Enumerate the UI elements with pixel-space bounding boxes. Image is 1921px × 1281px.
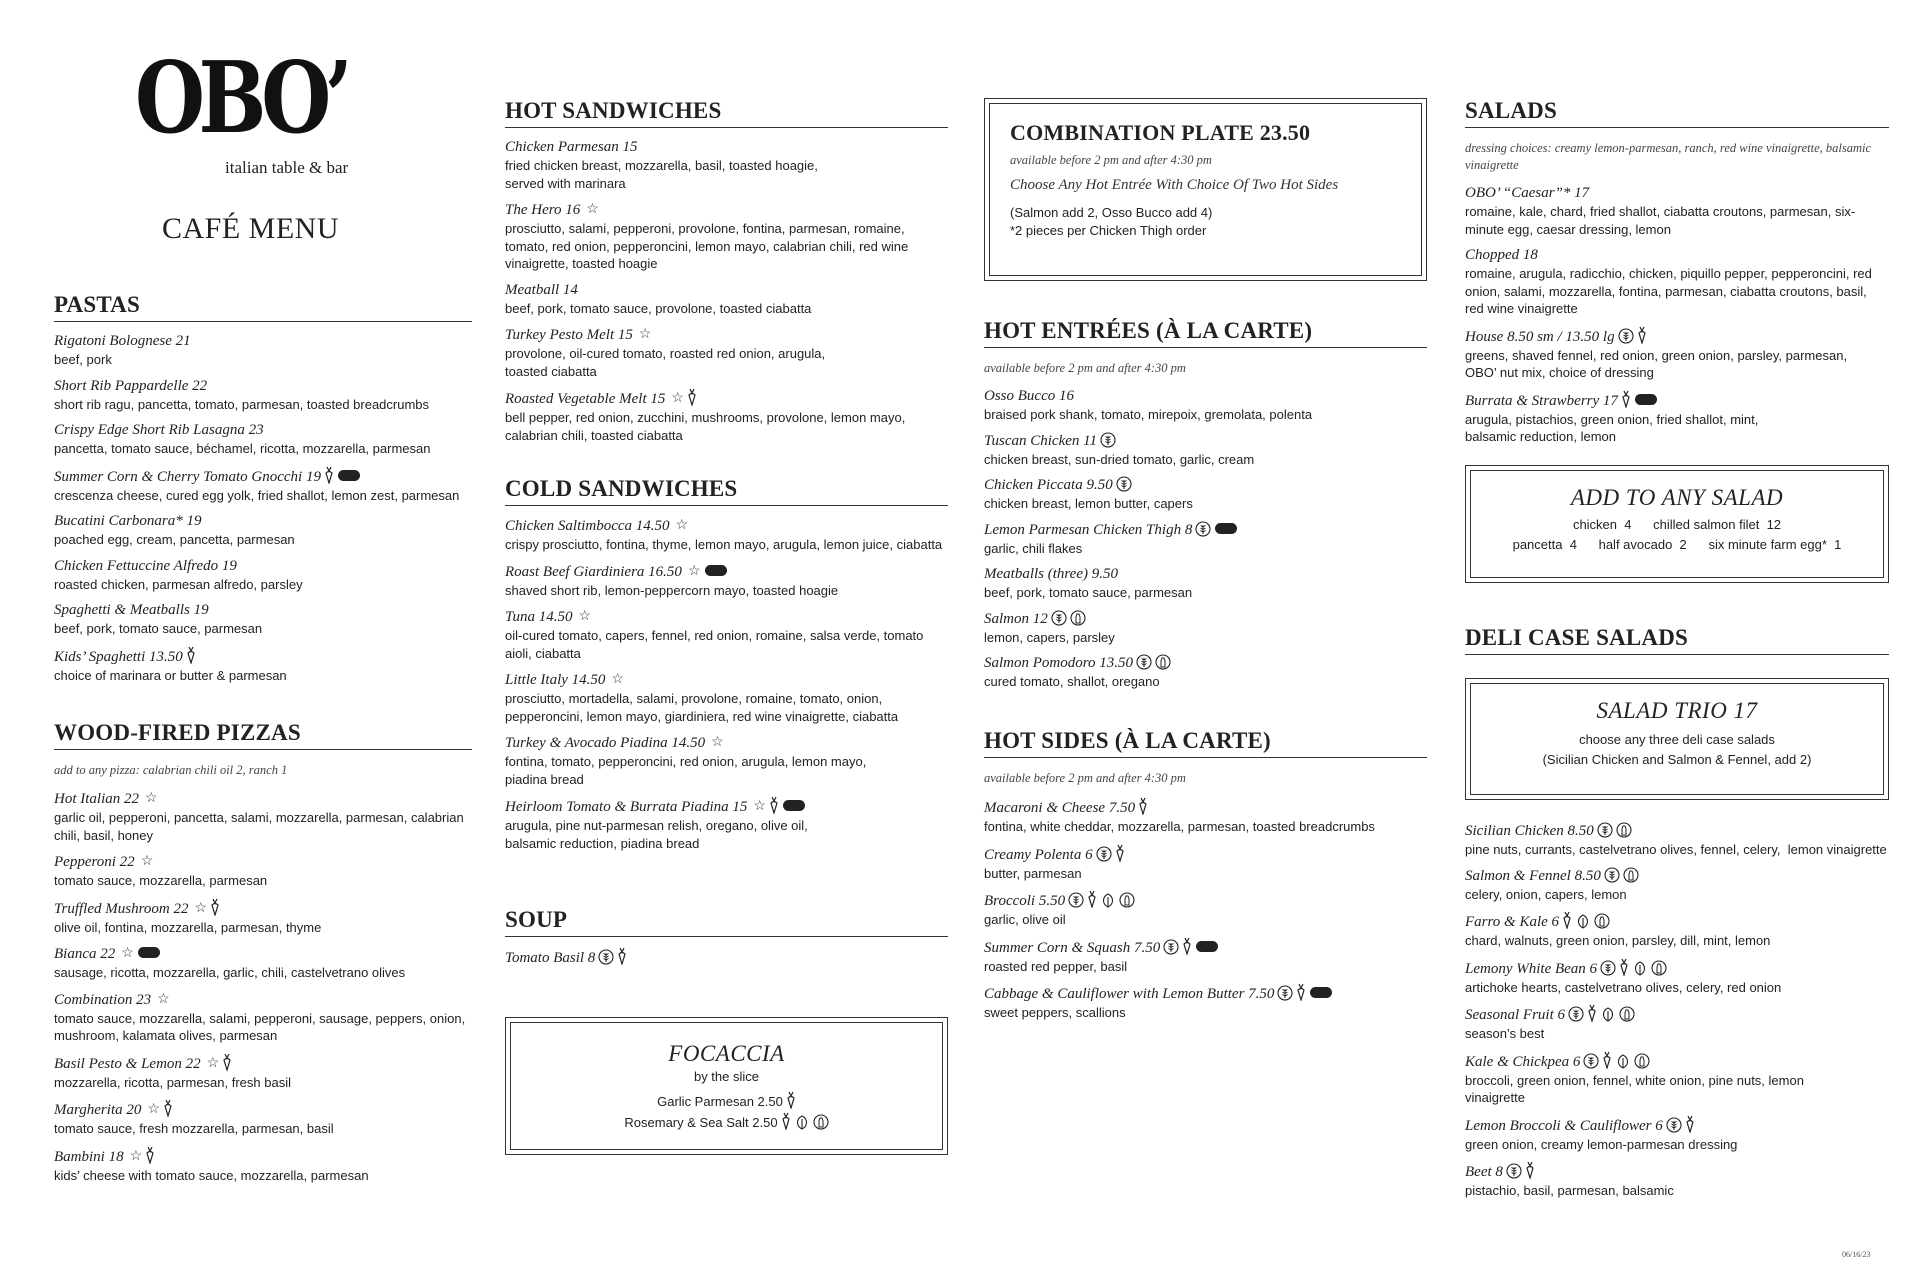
salad-trio-line: choose any three deli case salads <box>1579 732 1775 747</box>
section-pizzas <box>54 720 472 1192</box>
list-item: Salmon 12 lemon, capers, parsley <box>984 610 1115 645</box>
salad-trio-line: (Sicilian Chicken and Salmon & Fennel, add 2) <box>1542 752 1812 767</box>
section-title: WOOD-FIRED PIZZAS <box>54 720 472 750</box>
gluten-free-icon <box>1136 654 1152 670</box>
list-item: Tuscan Chicken 11 chicken breast, sun-dried tomato, garlic, cream <box>984 432 1255 467</box>
vegetarian-icon <box>687 388 697 406</box>
list-item: Bianca 22 ☆ sausage, ricotta, mozzarella, garlic, chili, castelvetrano olives <box>54 946 406 980</box>
list-item: Crispy Edge Short Rib Lasagna 23 pancetta, tomato sauce, béchamel, ricotta, mozzarella, parmesan <box>54 422 431 456</box>
new-badge-icon <box>705 565 727 576</box>
list-item: Rigatoni Bolognese 21 beef, pork <box>54 333 191 367</box>
list-item: Broccoli 5.50 garlic, olive oil <box>984 890 1427 929</box>
section-note: available before 2 pm and after 4:30 pm <box>984 361 1186 375</box>
section-pastas <box>54 292 472 692</box>
list-item: Sicilian Chicken 8.50 pine nuts, currants, castelvetrano olives, fennel, celery, lemon vinaigrette <box>1465 823 1887 857</box>
section-note: add to any pizza: calabrian chili oil 2, ranch 1 <box>54 763 288 777</box>
list-item: Farro & Kale 6 chard, walnuts, green onion, parsley, dill, mint, lemon <box>1465 911 1895 950</box>
list-item: The Hero 16 ☆ prosciutto, salami, pepperoni, provolone, fontina, parmesan, romaine, tomato, red onion, pepperoncini, lemon mayo, calabrian chili, red wine vinaigrette, toasted hoagie <box>505 202 909 271</box>
salad-trio-box <box>1465 678 1889 800</box>
gluten-free-icon <box>1568 1006 1584 1022</box>
vegetarian-icon <box>1562 911 1572 929</box>
list-item: Hot Italian 22 ☆ garlic oil, pepperoni, pancetta, salami, mozzarella, parmesan, calabrian chili, basil, honey <box>54 791 464 843</box>
dairy-free-icon <box>1619 1006 1635 1022</box>
section-title: SALADS <box>1465 98 1889 128</box>
dairy-free-icon <box>1623 867 1639 883</box>
vegetarian-icon <box>222 1053 232 1071</box>
list-item: Lemony White Bean 6 artichoke hearts, castelvetrano olives, celery, red onion <box>1465 958 1895 997</box>
list-item: Turkey & Avocado Piadina 14.50 ☆ fontina, tomato, pepperoncini, red onion, arugula, lemon mayo, piadina bread <box>505 735 867 787</box>
vegetarian-icon <box>1602 1051 1612 1069</box>
section-hot-sandwiches <box>505 98 948 452</box>
gluten-free-icon <box>1597 822 1613 838</box>
star-icon: ☆ <box>157 991 170 1007</box>
star-icon: ☆ <box>578 609 592 624</box>
vegetarian-icon <box>324 466 334 484</box>
new-badge-icon <box>138 947 160 958</box>
list-item: Bucatini Carbonara* 19 poached egg, cream, pancetta, parmesan <box>54 513 295 547</box>
section-title: HOT SANDWICHES <box>505 98 948 128</box>
list-item: Lemon Broccoli & Cauliflower 6 green onion, creamy lemon-parmesan dressing <box>1465 1115 1895 1154</box>
focaccia-line: Garlic Parmesan 2.50 <box>511 1091 942 1112</box>
list-item: Burrata & Strawberry 17 arugula, pistachios, green onion, fried shallot, mint, balsamic reduction, lemon <box>1465 390 1889 446</box>
section-title: SOUP <box>505 907 948 937</box>
vegan-icon <box>1600 1006 1616 1022</box>
dairy-free-icon <box>813 1114 829 1130</box>
vegetarian-icon <box>1619 958 1629 976</box>
list-item: Spaghetti & Meatballs 19 beef, pork, tomato sauce, parmesan <box>54 602 263 636</box>
new-badge-icon <box>1310 987 1332 998</box>
list-item: Tuna 14.50 ☆ oil-cured tomato, capers, fennel, red onion, romaine, salsa verde, tomato aioli, ciabatta <box>505 609 924 661</box>
list-item: Roast Beef Giardiniera 16.50 ☆ shaved short rib, lemon-peppercorn mayo, toasted hoagie <box>505 563 839 598</box>
star-icon: ☆ <box>611 672 624 687</box>
list-item: Basil Pesto & Lemon 22 ☆ mozzarella, ricotta, parmesan, fresh basil <box>54 1053 472 1092</box>
list-item: Bambini 18 ☆ kids’ cheese with tomato sauce, mozzarella, parmesan <box>54 1146 472 1185</box>
vegetarian-icon <box>1685 1115 1695 1133</box>
focaccia-subtitle: by the slice <box>693 1069 760 1084</box>
list-item: Chicken Saltimbocca 14.50 ☆ crispy prosciutto, fontina, thyme, lemon mayo, arugula, lemon juice, ciabatta <box>505 518 943 552</box>
gluten-free-icon <box>1068 892 1084 908</box>
vegetarian-icon <box>786 1091 796 1109</box>
list-item: Chicken Fettuccine Alfredo 19 roasted chicken, parmesan alfredo, parsley <box>54 557 303 592</box>
list-item: Chopped 18 romaine, arugula, radicchio, chicken, piquillo pepper, pepperoncini, red onion, salami, mozzarella, fontina, parmesan, ciabatta croutons, basil, red wine vinaigrette <box>1465 247 1872 316</box>
list-item: Meatball 14 beef, pork, tomato sauce, provolone, toasted ciabatta <box>505 281 812 316</box>
section-deli-salads <box>1465 625 1889 655</box>
focaccia-box <box>505 1017 948 1155</box>
section-title: HOT SIDES (À LA CARTE) <box>984 728 1427 758</box>
add-to-salad-title: ADD TO ANY SALAD <box>1570 485 1784 510</box>
gluten-free-icon <box>1051 610 1067 626</box>
focaccia-line: Rosemary & Sea Salt 2.50 <box>511 1112 942 1133</box>
list-item: Salmon & Fennel 8.50 celery, onion, capers, lemon <box>1465 867 1895 904</box>
dairy-free-icon <box>1616 822 1632 838</box>
list-item: Lemon Parmesan Chicken Thigh 8 garlic, chili flakes <box>984 521 1427 558</box>
list-item: Osso Bucco 16 braised pork shank, tomato, mirepoix, gremolata, polenta <box>984 388 1313 422</box>
logo-subtitle: italian table & bar <box>225 158 349 177</box>
section-hot-entrees <box>984 318 1427 699</box>
gluten-free-icon <box>1096 846 1112 862</box>
deli-salads-list <box>1465 812 1895 1208</box>
star-icon: ☆ <box>711 735 724 750</box>
vegetarian-icon <box>186 646 196 664</box>
dairy-free-icon <box>1119 892 1135 908</box>
vegetarian-icon <box>1296 983 1306 1001</box>
new-badge-icon <box>338 470 360 481</box>
dairy-free-icon <box>1155 654 1171 670</box>
list-item: Short Rib Pappardelle 22 short rib ragu, pancetta, tomato, parmesan, toasted breadcrumbs <box>54 377 430 412</box>
vegetarian-icon <box>617 947 627 965</box>
star-icon: ☆ <box>753 799 766 814</box>
vegetarian-icon <box>1087 890 1097 908</box>
vegetarian-icon <box>1115 844 1125 862</box>
list-item: Chicken Piccata 9.50 chicken breast, lemon butter, capers <box>984 477 1193 511</box>
vegan-icon <box>794 1114 810 1130</box>
salad-trio-title: SALAD TRIO 17 <box>1596 698 1758 723</box>
section-salads <box>1465 98 1889 454</box>
vegetarian-icon <box>1525 1161 1535 1179</box>
section-cold-sandwiches <box>505 476 948 860</box>
combination-plate-box <box>984 98 1427 281</box>
list-item: Salmon Pomodoro 13.50 cured tomato, shallot, oregano <box>984 654 1427 691</box>
star-icon: ☆ <box>206 1055 220 1071</box>
list-item: Summer Corn & Cherry Tomato Gnocchi 19 crescenza cheese, cured egg yolk, fried shallot, lemon zest, parmesan <box>54 466 472 505</box>
gluten-free-icon <box>1604 867 1620 883</box>
vegetarian-icon <box>145 1146 155 1164</box>
vegetarian-icon <box>1587 1004 1597 1022</box>
list-item: Macaroni & Cheese 7.50 fontina, white cheddar, mozzarella, parmesan, toasted breadcrumbs <box>984 797 1427 836</box>
vegetarian-icon <box>163 1099 173 1117</box>
vegetarian-icon <box>781 1112 791 1130</box>
section-note: dressing choices: creamy lemon-parmesan, ranch, red wine vinaigrette, balsamic vinaigrette <box>1465 141 1872 172</box>
focaccia-title: FOCACCIA <box>668 1041 785 1066</box>
gluten-free-icon <box>1618 328 1634 344</box>
list-item: Margherita 20 ☆ tomato sauce, fresh mozzarella, parmesan, basil <box>54 1099 472 1138</box>
list-item: Little Italy 14.50 ☆ prosciutto, mortadella, salami, provolone, romaine, tomato, onion, pepperoncini, lemon mayo, giardiniera, red wine vinaigrette, ciabatta <box>505 672 899 724</box>
dairy-free-icon <box>1070 610 1086 626</box>
combination-note: available before 2 pm and after 4:30 pm <box>1010 153 1212 167</box>
star-icon: ☆ <box>687 563 701 579</box>
add-to-salad-box <box>1465 465 1889 583</box>
gluten-free-icon <box>1600 960 1616 976</box>
list-item: House 8.50 sm / 13.50 lg greens, shaved fennel, red onion, green onion, parsley, parmesan, OBO’ nut mix, choice of dressing <box>1465 326 1889 382</box>
list-item: Chicken Parmesan 15 fried chicken breast, mozzarella, basil, toasted hoagie, served with marinara <box>505 139 818 191</box>
star-icon: ☆ <box>145 791 158 806</box>
combination-title: COMBINATION PLATE 23.50 <box>1010 120 1311 145</box>
list-item: Creamy Polenta 6 butter, parmesan <box>984 844 1427 883</box>
section-title: COLD SANDWICHES <box>505 476 948 506</box>
list-item: Truffled Mushroom 22 ☆ olive oil, fontina, mozzarella, parmesan, thyme <box>54 898 472 937</box>
vegan-icon <box>1615 1053 1631 1069</box>
print-date: 06/16/23 <box>1842 1250 1871 1259</box>
vegetarian-icon <box>769 796 779 814</box>
add-to-salad-line: pancetta 4 half avocado 2 six minute farm egg* 1 <box>1512 537 1842 552</box>
gluten-free-icon <box>1195 521 1211 537</box>
dairy-free-icon <box>1594 913 1610 929</box>
section-hot-sides <box>984 728 1427 1030</box>
vegetarian-icon <box>1621 390 1631 408</box>
vegan-icon <box>1575 913 1591 929</box>
gluten-free-icon <box>1506 1163 1522 1179</box>
list-item: Meatballs (three) 9.50 beef, pork, tomato sauce, parmesan <box>984 566 1193 600</box>
list-item: Roasted Vegetable Melt 15 ☆ bell pepper, red onion, zucchini, mushrooms, provolone, lemon mayo, calabrian chili, toasted ciabatta <box>505 388 948 444</box>
section-title: DELI CASE SALADS <box>1465 625 1889 655</box>
vegetarian-icon <box>1138 797 1148 815</box>
section-title: HOT ENTRÉES (À LA CARTE) <box>984 318 1427 348</box>
combination-choose: Choose Any Hot Entrée With Choice Of Two Hot Sides <box>1010 177 1339 193</box>
new-badge-icon <box>1215 523 1237 534</box>
list-item: Kids’ Spaghetti 13.50 choice of marinara or butter & parmesan <box>54 646 472 685</box>
vegan-icon <box>1632 960 1648 976</box>
dairy-free-icon <box>1634 1053 1650 1069</box>
star-icon: ☆ <box>121 946 134 961</box>
logo-wordmark: OBO’ <box>135 41 347 156</box>
list-item: Beet 8 pistachio, basil, parmesan, balsamic <box>1465 1161 1895 1200</box>
logo <box>135 41 365 177</box>
list-item: Turkey Pesto Melt 15 ☆ provolone, oil-cured tomato, roasted red onion, arugula, toasted ciabatta <box>505 327 826 379</box>
section-note: available before 2 pm and after 4:30 pm <box>984 771 1186 785</box>
combination-line: *2 pieces per Chicken Thigh order <box>1010 222 1207 238</box>
list-item: Heirloom Tomato & Burrata Piadina 15 ☆ arugula, pine nut-parmesan relish, oregano, olive oil, balsamic reduction, piadina bread <box>505 796 948 852</box>
gluten-free-icon <box>1163 939 1179 955</box>
section-title: PASTAS <box>54 292 472 322</box>
new-badge-icon <box>1196 941 1218 952</box>
gluten-free-icon <box>598 949 614 965</box>
new-badge-icon <box>1635 394 1657 405</box>
list-item: OBO’ “Caesar”* 17 romaine, kale, chard, fried shallot, ciabatta croutons, parmesan, six-minute egg, caesar dressing, lemon <box>1465 185 1856 237</box>
vegetarian-icon <box>1637 326 1647 344</box>
combination-line: (Salmon add 2, Osso Bucco add 4) <box>1010 205 1213 220</box>
gluten-free-icon <box>1277 985 1293 1001</box>
gluten-free-icon <box>1666 1117 1682 1133</box>
add-to-salad-line: chicken 4 chilled salmon filet 12 <box>1572 517 1782 532</box>
star-icon: ☆ <box>129 1148 143 1164</box>
new-badge-icon <box>783 800 805 811</box>
list-item: Cabbage & Cauliflower with Lemon Butter 7.50 sweet peppers, scallions <box>984 983 1427 1022</box>
star-icon: ☆ <box>140 854 154 869</box>
star-icon: ☆ <box>586 202 599 217</box>
star-icon: ☆ <box>675 518 689 533</box>
vegetarian-icon <box>1182 937 1192 955</box>
list-item: Tomato Basil 8 <box>505 947 948 968</box>
vegetarian-icon <box>210 898 220 916</box>
page-title: CAFÉ MENU <box>162 212 340 245</box>
gluten-free-icon <box>1583 1053 1599 1069</box>
gluten-free-icon <box>1100 432 1116 448</box>
star-icon: ☆ <box>638 327 652 342</box>
gluten-free-icon <box>1116 476 1132 492</box>
list-item: Kale & Chickpea 6 broccoli, green onion, fennel, white onion, pine nuts, lemon vinaigrette <box>1465 1051 1895 1107</box>
section-soup <box>505 907 948 976</box>
star-icon: ☆ <box>194 900 208 916</box>
list-item: Pepperoni 22 ☆ tomato sauce, mozzarella, parmesan <box>54 854 268 888</box>
dairy-free-icon <box>1651 960 1667 976</box>
list-item: Combination 23 ☆ tomato sauce, mozzarella, salami, pepperoni, sausage, peppers, onion, mushroom, kalamata olives, parmesan <box>54 991 466 1043</box>
star-icon: ☆ <box>671 391 684 406</box>
vegan-icon <box>1100 892 1116 908</box>
list-item: Summer Corn & Squash 7.50 roasted red pepper, basil <box>984 937 1427 976</box>
star-icon: ☆ <box>147 1102 160 1117</box>
list-item: Seasonal Fruit 6 season’s best <box>1465 1004 1895 1043</box>
